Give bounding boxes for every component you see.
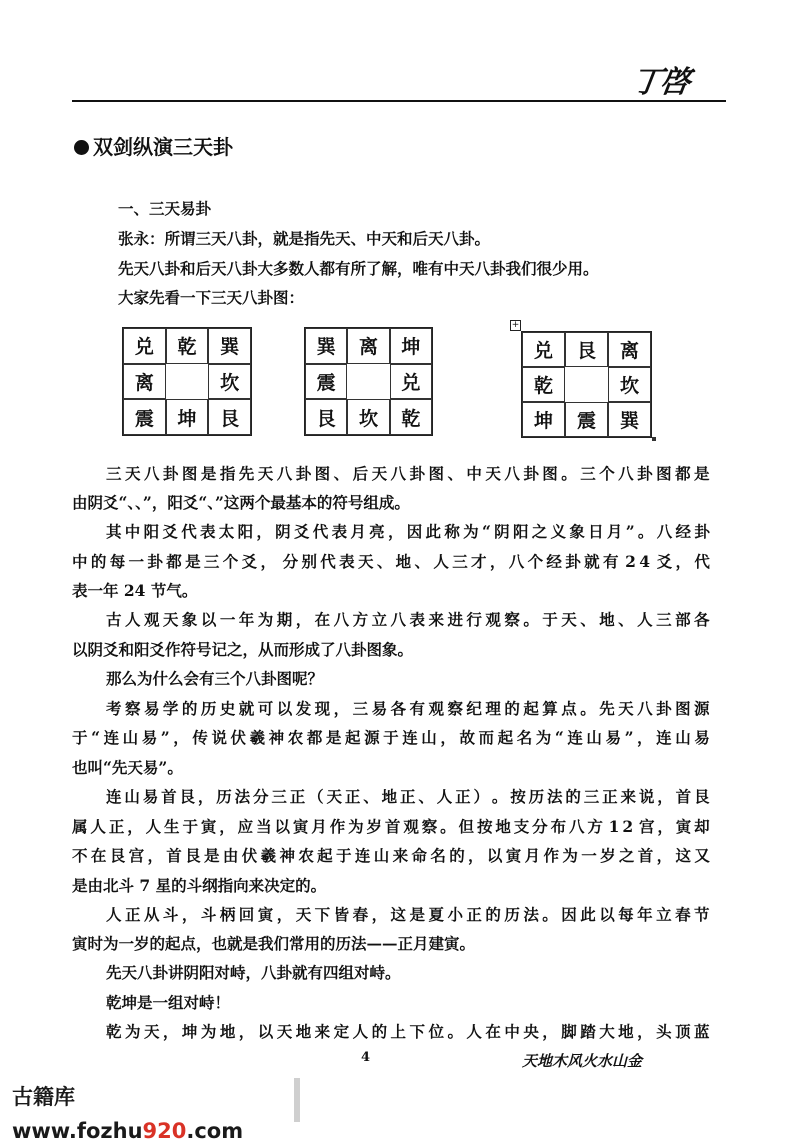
watermark-suffix: .com: [186, 1119, 244, 1143]
bagua-grid-3: [521, 331, 652, 438]
body-line: 于 “ 连 山 易 ” ， 传 说 伏 羲 神 农 都 是 起 源 于 连 山 ， 故 而 起 名 为 “ 连 山 易 ” ， 连 山 易: [72, 728, 710, 747]
trigram-cell: 坎: [208, 364, 251, 400]
expand-icon[interactable]: +: [511, 320, 520, 330]
body-line: 乾坤是一组对峙！: [106, 993, 231, 1012]
paragraph-line: 大家先看一下三天八卦图：: [118, 288, 305, 307]
body-line: 属 人 正 ， 人 生 于 寅 ， 应 当 以 寅 月 作 为 岁 首 观 察 。 但 按 地 支 分 布 八 方 1 2 宫 ， 寅 却: [72, 817, 710, 836]
watermark-prefix: 古籍库 www.fozhu: [12, 1085, 143, 1143]
trigram-cell: 坎: [608, 367, 651, 402]
body-line: 连 山 易 首 艮 ， 历 法 分 三 正 （ 天 正 、 地 正 、 人 正 ） 。 按 历 法 的 三 正 来 说 ， 首 艮: [106, 787, 710, 806]
resize-handle[interactable]: [652, 437, 656, 441]
trigram-cell: 离: [608, 332, 651, 367]
body-line: 其 中 阳 爻 代 表 太 阳 ， 阴 爻 代 表 月 亮 ， 因 此 称 为 “ 阴 阳 之 义 象 日 月 ” 。 八 经 卦: [106, 522, 710, 541]
body-line: 也叫“先天易”。: [72, 758, 183, 777]
center-cell: [565, 367, 608, 402]
trigram-cell: 乾: [166, 328, 209, 364]
body-line: 是由北斗 7 星的斗纲指向来决定的。: [72, 876, 327, 895]
trigram-cell: 艮: [565, 332, 608, 367]
trigram-cell: 坤: [522, 402, 565, 437]
subtitle: 一、三天易卦: [118, 199, 212, 218]
page-number: 4: [361, 1050, 371, 1065]
trigram-cell: 震: [123, 399, 166, 435]
bagua-grid-1: [122, 327, 252, 436]
section-title-text: 双剑纵演三天卦: [93, 135, 233, 159]
body-line: 由阴爻“、、”，阳爻“、”这两个最基本的符号组成。: [72, 493, 410, 512]
trigram-cell: 艮: [208, 399, 251, 435]
paragraph-line: 先天八卦和后天八卦大多数人都有所了解，唯有中天八卦我们很少用。: [118, 259, 599, 278]
section-title: [74, 132, 233, 162]
trigram-cell: 巽: [608, 402, 651, 437]
body-line: 那么为什么会有三个八卦图呢？: [106, 669, 324, 688]
body-line: 寅时为一岁的起点，也就是我们常用的历法——正月建寅。: [72, 934, 476, 953]
body-line: 先天八卦讲阴阳对峙，八卦就有四组对峙。: [106, 963, 401, 982]
trigram-cell: 坎: [347, 399, 389, 435]
bullet-icon: [74, 140, 89, 155]
body-line: 表一年 24 节气。: [72, 581, 198, 600]
watermark-edge: [294, 1078, 300, 1122]
trigram-cell: 震: [305, 364, 347, 400]
trigram-cell: 巽: [305, 328, 347, 364]
center-cell: [347, 364, 389, 400]
brand-logo: 丁啓: [629, 65, 691, 100]
watermark-number: 920: [142, 1119, 187, 1143]
body-line: 不 在 艮 宫 ， 首 艮 是 由 伏 羲 神 农 起 于 连 山 来 命 名 的 ， 以 寅 月 作 为 一 岁 之 首 ， 这 又: [72, 846, 710, 865]
center-cell: [166, 364, 209, 400]
paragraph-line: 张永：所谓三天八卦，就是指先天、中天和后天八卦。: [118, 229, 491, 248]
trigram-cell: 巽: [208, 328, 251, 364]
trigram-cell: 坤: [390, 328, 432, 364]
body-line: 乾 为 天 ， 坤 为 地 ， 以 天 地 来 定 人 的 上 下 位 。 人 在 中 央 ， 脚 踏 大 地 ， 头 顶 蓝: [106, 1022, 710, 1041]
trigram-cell: 艮: [305, 399, 347, 435]
trigram-cell: 离: [347, 328, 389, 364]
trigram-cell: 坤: [166, 399, 209, 435]
trigram-cell: 兑: [390, 364, 432, 400]
trigram-cell: 乾: [522, 367, 565, 402]
body-line: 人 正 从 斗 ， 斗 柄 回 寅 ， 天 下 皆 春 ， 这 是 夏 小 正 的 历 法 。 因 此 以 每 年 立 春 节: [106, 905, 710, 924]
body-line: 以阴爻和阳爻作符号记之，从而形成了八卦图象。: [72, 640, 414, 659]
trigram-cell: 离: [123, 364, 166, 400]
trigram-cell: 兑: [522, 332, 565, 367]
watermark: [0, 1080, 296, 1143]
body-line: 中 的 每 一 卦 都 是 三 个 爻 ， 分 别 代 表 天 、 地 、 人 三 才 ， 八 个 经 卦 就 有 2 4 爻 ， 代: [72, 552, 710, 571]
body-line: 三 天 八 卦 图 是 指 先 天 八 卦 图 、 后 天 八 卦 图 、 中 天 八 卦 图 。 三 个 八 卦 图 都 是: [106, 464, 710, 483]
trigram-cell: 乾: [390, 399, 432, 435]
footer-text: 天地木风火水山金: [522, 1052, 643, 1070]
body-line: 考 察 易 学 的 历 史 就 可 以 发 现 ， 三 易 各 有 观 察 纪 理 的 起 算 点 。 先 天 八 卦 图 源: [106, 699, 710, 718]
body-line: 古 人 观 天 象 以 一 年 为 期 ， 在 八 方 立 八 表 来 进 行 观 察 。 于 天 、 地 、 人 三 部 各: [106, 610, 710, 629]
trigram-cell: 震: [565, 402, 608, 437]
header-rule: [72, 100, 726, 102]
trigram-cell: 兑: [123, 328, 166, 364]
bagua-grid-2: [304, 327, 433, 436]
